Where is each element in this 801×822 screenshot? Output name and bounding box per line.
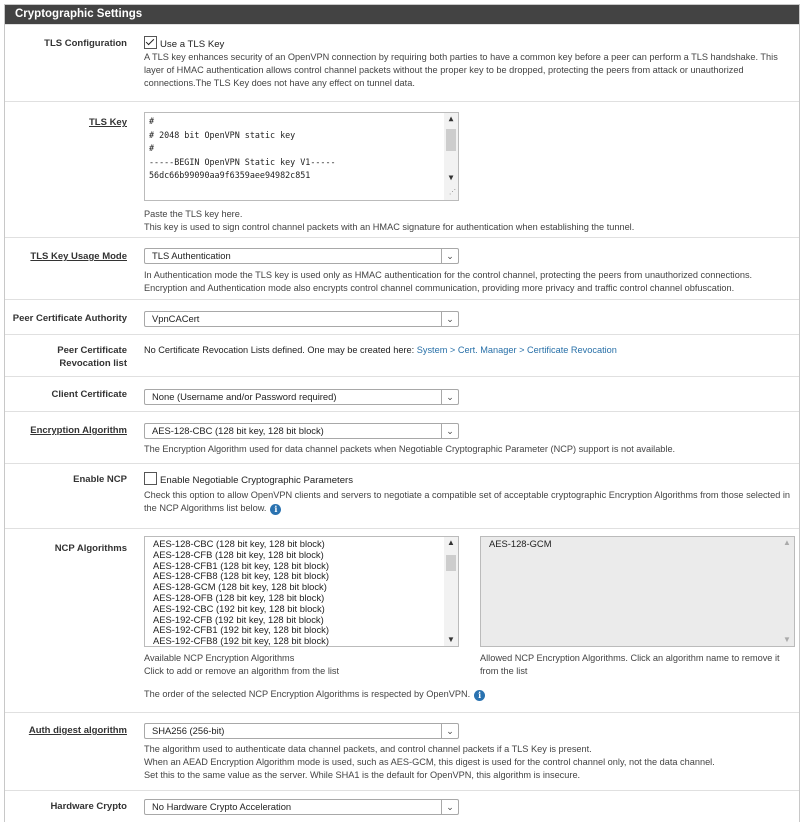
list-item[interactable]: AES-192-CFB8 (192 bit key, 128 bit block) xyxy=(153,635,329,647)
tls-key-usage-label: TLS Key Usage Mode xyxy=(30,251,127,262)
list-item[interactable]: AES-128-OFB (128 bit key, 128 bit block) xyxy=(153,591,325,603)
enable-ncp-checkbox-label[interactable]: Enable Negotiable Cryptographic Parameters xyxy=(160,475,354,486)
auth-digest-label: Auth digest algorithm xyxy=(28,725,127,736)
tls-key-line: -----BEGIN OpenVPN Static key V1----- xyxy=(149,156,336,167)
hardware-crypto-value: No Hardware Crypto Acceleration xyxy=(152,801,292,812)
enable-ncp-checkbox[interactable] xyxy=(144,472,794,486)
hardware-crypto-label: Hardware Crypto xyxy=(50,801,127,812)
allowed-ncp-help: Allowed NCP Encryption Algorithms. Click an algorithm name to remove it from the list xyxy=(480,653,780,676)
list-item[interactable]: AES-192-CFB1 (192 bit key, 128 bit block) xyxy=(153,624,329,636)
tls-configuration-help: A TLS key enhances security of an OpenVPN connection by requiring both parties to have a common key before a peer can perform a TLS handshake. This layer of HMAC authentication allows control channel packets without the proper key to be dropped, protecting the peers from attack or unauthorized connections.The TLS Key does not have any effect on tunnel data. xyxy=(144,52,778,88)
tls-key-line: # xyxy=(149,143,155,153)
peer-ca-value: VpnCACert xyxy=(152,313,200,324)
client-certificate-value: None (Username and/or Password required) xyxy=(152,391,337,402)
hardware-crypto-select[interactable] xyxy=(144,799,459,815)
tls-configuration-row xyxy=(5,24,799,101)
encryption-algorithm-row xyxy=(5,411,799,463)
enable-ncp-label: Enable NCP xyxy=(73,474,127,485)
list-item[interactable]: AES-128-CFB8 (128 bit key, 128 bit block) xyxy=(153,570,329,582)
tls-key-help-1: Paste the TLS key here. xyxy=(144,209,243,219)
auth-digest-row xyxy=(5,712,799,790)
peer-crl-text: No Certificate Revocation Lists defined. One may be created here: System > Cert. Manager > Certificate Revocation xyxy=(144,345,617,355)
tls-key-row xyxy=(5,101,799,237)
list-item[interactable]: AES-128-CBC (128 bit key, 128 bit block) xyxy=(153,538,325,549)
encryption-algorithm-help: The Encryption Algorithm used for data channel packets when Negotiable Cryptographic Parameter (NCP) support is not available. xyxy=(144,444,676,454)
tls-key-textarea[interactable] xyxy=(144,112,459,201)
scroll-up-icon[interactable]: ▲ xyxy=(783,538,791,547)
ncp-order-help: The order of the selected NCP Encryption Algorithms is respected by OpenVPN. i xyxy=(144,688,744,701)
client-certificate-label: Client Certificate xyxy=(51,389,127,400)
ncp-algorithms-row xyxy=(5,528,799,712)
scroll-up-icon[interactable]: ▲ xyxy=(448,114,454,123)
checkbox-checked-icon[interactable] xyxy=(144,36,157,49)
allowed-ncp-algorithms-list[interactable] xyxy=(480,536,795,647)
auth-digest-help: The algorithm used to authenticate data channel packets, and control channel packets if a TLS Key is present. When an AEAD Encryption Algorithm mode is used, such as AES-GCM, this digest is used for the control channel only, not the data channel. Set this to the same value as the server. While SHA1 is the default for OpenVPN, this algorithm is insecure. xyxy=(144,744,715,780)
certificate-revocation-link[interactable]: System > Cert. Manager > Certificate Revocation xyxy=(416,345,617,355)
chevron-down-icon[interactable]: ⌄ xyxy=(441,800,458,814)
client-certificate-row xyxy=(5,376,799,411)
tls-key-usage-row xyxy=(5,237,799,299)
list-item[interactable]: AES-128-GCM xyxy=(489,538,552,549)
encryption-algorithm-label: Encryption Algorithm xyxy=(30,425,127,436)
list-item[interactable]: AES-128-CFB1 (128 bit key, 128 bit block) xyxy=(153,559,329,571)
tls-key-line: 56dc66b99090aa9f6359aee94982c851 xyxy=(149,170,311,180)
ncp-algorithms-label: NCP Algorithms xyxy=(54,543,127,554)
tls-key-line: # xyxy=(149,116,155,126)
tls-key-help-2: This key is used to sign control channel packets with an HMAC signature for authentication when establishing the tunnel. xyxy=(144,222,635,232)
checkbox-unchecked-icon[interactable] xyxy=(144,472,157,485)
scroll-down-icon[interactable]: ▼ xyxy=(447,635,455,644)
tls-key-usage-help: In Authentication mode the TLS key is used only as HMAC authentication for the control channel, protecting the peers from unauthorized connections. Encryption and Authentication mode also encrypts control channel communication, providing more privacy and traffic control channel obfuscation. xyxy=(144,270,753,293)
cryptographic-settings-panel xyxy=(4,4,800,822)
use-tls-key-checkbox[interactable] xyxy=(144,36,794,50)
tls-key-label: TLS Key xyxy=(88,117,127,128)
client-certificate-select[interactable] xyxy=(144,389,459,405)
tls-configuration-label: TLS Configuration xyxy=(44,38,127,49)
chevron-down-icon[interactable]: ⌄ xyxy=(441,312,458,326)
available-list-scrollbar[interactable] xyxy=(444,537,458,646)
use-tls-key-label[interactable]: Use a TLS Key xyxy=(160,39,225,50)
tls-key-help xyxy=(144,208,794,234)
peer-ca-label: Peer Certificate Authority xyxy=(12,313,127,324)
list-item[interactable]: AES-128-GCM (128 bit key, 128 bit block) xyxy=(153,581,327,593)
enable-ncp-help: Check this option to allow OpenVPN clients and servers to negotiate a compatible set of acceptable cryptographic Encryption Algorithms from those selected in the NCP Algorithms list below. i xyxy=(144,490,791,514)
panel-title: Cryptographic Settings xyxy=(5,5,799,24)
available-ncp-help: Available NCP Encryption Algorithms Click to add or remove an algorithm from the list xyxy=(144,653,340,676)
info-icon[interactable]: i xyxy=(474,690,485,701)
auth-digest-value: SHA256 (256-bit) xyxy=(152,725,225,736)
tls-key-usage-select[interactable] xyxy=(144,248,459,264)
peer-ca-select[interactable] xyxy=(144,311,459,327)
encryption-algorithm-select[interactable] xyxy=(144,423,459,439)
scroll-down-icon[interactable]: ▼ xyxy=(448,173,454,182)
peer-ca-row xyxy=(5,299,799,334)
resize-grip-icon[interactable]: ⋰ xyxy=(449,187,456,196)
list-item[interactable]: AES-192-CBC (192 bit key, 128 bit block) xyxy=(153,602,325,614)
scroll-thumb[interactable] xyxy=(446,129,456,151)
tls-key-usage-value: TLS Authentication xyxy=(152,250,231,261)
list-item[interactable]: AES-192-CFB (192 bit key, 128 bit block) xyxy=(153,613,324,625)
scroll-thumb[interactable] xyxy=(446,555,456,571)
encryption-algorithm-value: AES-128-CBC (128 bit key, 128 bit block) xyxy=(152,425,324,436)
chevron-down-icon[interactable]: ⌄ xyxy=(441,249,458,263)
list-item[interactable]: AES-128-CFB (128 bit key, 128 bit block) xyxy=(153,548,324,560)
chevron-down-icon[interactable]: ⌄ xyxy=(441,424,458,438)
hardware-crypto-row xyxy=(5,790,799,822)
scroll-down-icon[interactable]: ▼ xyxy=(783,635,791,644)
tls-key-line: # 2048 bit OpenVPN static key xyxy=(149,129,296,140)
auth-digest-select[interactable] xyxy=(144,723,459,739)
enable-ncp-row xyxy=(5,463,799,528)
chevron-down-icon[interactable]: ⌄ xyxy=(441,724,458,738)
info-icon[interactable]: i xyxy=(270,504,281,515)
peer-crl-row xyxy=(5,334,799,376)
peer-crl-label: Peer Certificate Revocation list xyxy=(57,345,127,369)
available-ncp-algorithms-list[interactable] xyxy=(144,536,459,647)
scroll-up-icon[interactable]: ▲ xyxy=(447,538,455,547)
allowed-list-scrollbar[interactable] xyxy=(780,537,794,646)
chevron-down-icon[interactable]: ⌄ xyxy=(441,390,458,404)
